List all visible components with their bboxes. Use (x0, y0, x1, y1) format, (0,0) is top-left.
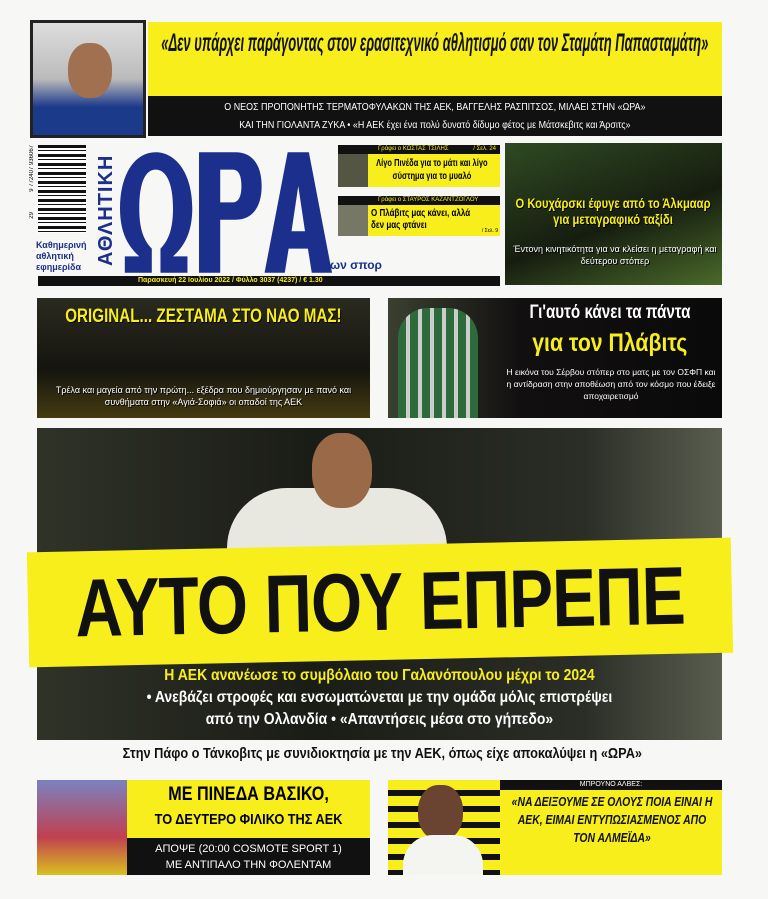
story-headline: ΤΟ ΔΕΥΤΕΡΟ ΦΙΛΙΚΟ ΤΗΣ ΑΕΚ (154, 811, 343, 828)
player-photo (398, 308, 478, 418)
masthead-logo (120, 150, 332, 275)
subtitle-line: Ο ΝΕΟΣ ΠΡΟΠΟΝΗΤΗΣ ΤΕΡΜΑΤΟΦΥΛΑΚΩΝ ΤΗΣ ΑΕΚ, ΒΑΓΓΕΛΗΣ ΡΑΣΠΙΤΣΟΣ, ΜΙΛΑΕΙ ΣΤΗΝ «ΩΡΑ» (224, 101, 646, 113)
coach-photo (30, 20, 146, 138)
original-story[interactable] (37, 298, 370, 418)
main-subtitle-line: • Ανεβάζει στροφές και ενσωματώνεται με την ομάδα μόλις επιστρέψει (146, 689, 613, 706)
plavits-story[interactable] (388, 298, 722, 418)
story-headline: Γι'αυτό κάνει τα πάντα (529, 302, 691, 323)
alves-label: ΜΠΡΟΥΝΟ ΑΛΒΕΣ: (500, 780, 722, 790)
page-ref: / Σελ. 9 (481, 228, 498, 234)
masthead-vertical-label: ΑΘΛΗΤΙΚΗ (95, 154, 117, 266)
column-headline: Ο Πλάβιτς μας κάνει, αλλά δεν μας φτάνει (371, 208, 471, 231)
top-quote-box (148, 22, 722, 96)
columnist-photo (338, 205, 368, 236)
pineda-sub (127, 838, 370, 875)
tagline-line: αθλητική (36, 251, 74, 261)
byline: Γράφει ο ΣΤΑΥΡΟΣ ΚΑΖΑΝΤΖΟΓΛΟΥ (338, 196, 500, 205)
story-headline: ORIGINAL... ΖΕΣΤΑΜΑ ΣΤΟ ΝΑΟ ΜΑΣ! (65, 306, 342, 327)
issue-code: 29 (29, 212, 35, 219)
tagline (36, 240, 87, 273)
main-subtitle-line: από την Ολλανδία • «Απαντήσεις μέσα στο γήπεδο» (205, 711, 554, 728)
page-ref: / Σελ. 24 (473, 146, 496, 152)
barcode (38, 145, 86, 233)
main-subtitle-line: Η ΑΕΚ ανανέωσε το συμβόλαιο του Γαλανόπουλου μέχρι το 2024 (164, 667, 595, 684)
column-headline: Λίγο Πινέδα για το μάτι και λίγο σύστημα για το μυαλό (376, 158, 488, 182)
tagline-line: Καθημερινή (36, 240, 87, 250)
alves-story[interactable] (388, 780, 722, 875)
story-headline: Ο Κουχάρσκι έφυγε από το Άλκμααρ για μεταγραφικό ταξίδι (515, 195, 711, 227)
columnist-photo (338, 154, 368, 187)
top-story-subtitle (148, 96, 722, 136)
masthead-sub: των σπορ (325, 258, 382, 272)
story-headline: ΜΕ ΠΙΝΕΔΑ ΒΑΣΙΚΟ, (168, 784, 329, 805)
story-subtitle: ΜΕ ΑΝΤΙΠΑΛΟ ΤΗΝ ΦΟΛΕΝΤΑΜ (165, 859, 332, 871)
main-banner (27, 538, 733, 668)
alves-quote: «ΝΑ ΔΕΙΞΟΥΜΕ ΣΕ ΟΛΟΥΣ ΠΟΙΑ ΕΙΝΑΙ Η ΑΕΚ, ΕΙΜΑΙ ΕΝΤΥΠΩΣΙΑΣΜΕΝΟΣ ΑΠΟ ΤΟΝ ΑΛΜΕΪΔΑ» (511, 794, 713, 845)
pineda-headline-box (127, 780, 370, 838)
byline: Γράφει ο ΚΩΣΤΑΣ ΤΣΙΛΗΣ (378, 146, 449, 152)
barcode-number: 9 772407 936067 (29, 145, 35, 192)
story-subtitle: Έντονη κινητικότητα για να κλείσει η μεταγραφή και δεύτερου στόπερ (513, 244, 717, 266)
story-subtitle: Η εικόνα του Σέρβου στόπερ στο ματς με τον ΟΣΦΠ και η αντίδραση στην αποθέωση από τον κόσμο που έδειξε αποχαιρετισμό (506, 367, 716, 401)
story-subtitle: ΑΠΟΨΕ (20:00 COSMOTE SPORT 1) (155, 843, 342, 855)
pineda-story[interactable] (37, 780, 370, 875)
main-subtitles (37, 665, 722, 735)
main-headline: ΑΥΤΟ ΠΟΥ ΕΠΡΕΠΕ (74, 550, 686, 654)
player-head (312, 433, 372, 508)
subtitle-line: ΚΑΙ ΤΗΝ ΓΙΟΛΑΝΤΑ ΖΥΚΑ • «Η ΑΕΚ έχει ένα πολύ δυνατό δίδυμο φέτος με Μάτσκεβιτς και Άρσιτς» (239, 119, 631, 131)
kucharski-story[interactable] (505, 143, 722, 285)
player-photo-background (388, 780, 500, 875)
top-quote-headline: «Δεν υπάρχει παράγοντας στον ερασιτεχνικό αθλητισμό σαν τον Σταμάτη Παπασταμάτη» (161, 29, 709, 57)
column-tsilis[interactable] (338, 145, 500, 191)
column-kazantzoglou[interactable] (338, 196, 500, 236)
tankovits-headline[interactable]: Στην Πάφο ο Τάνκοβιτς με συνιδιοκτησία με την ΑΕΚ, όπως είχε αποκαλύψει η «ΩΡΑ» (122, 745, 643, 762)
story-subtitle: Τρέλα και μαγεία από την πρώτη... εξέδρα που δημιούργησαν με πανό και συνθήματα στην «Αγιά-Σοφιά» οι οπαδοί της ΑΕΚ (55, 385, 352, 407)
story-headline: για τον Πλάβιτς (532, 329, 688, 357)
dateline: Παρασκευή 22 Ιουλίου 2022 / Φύλλο 3037 (4237) / € 1.30 (38, 276, 500, 286)
player-photo (37, 780, 127, 875)
tagline-line: εφημερίδα (36, 262, 82, 272)
